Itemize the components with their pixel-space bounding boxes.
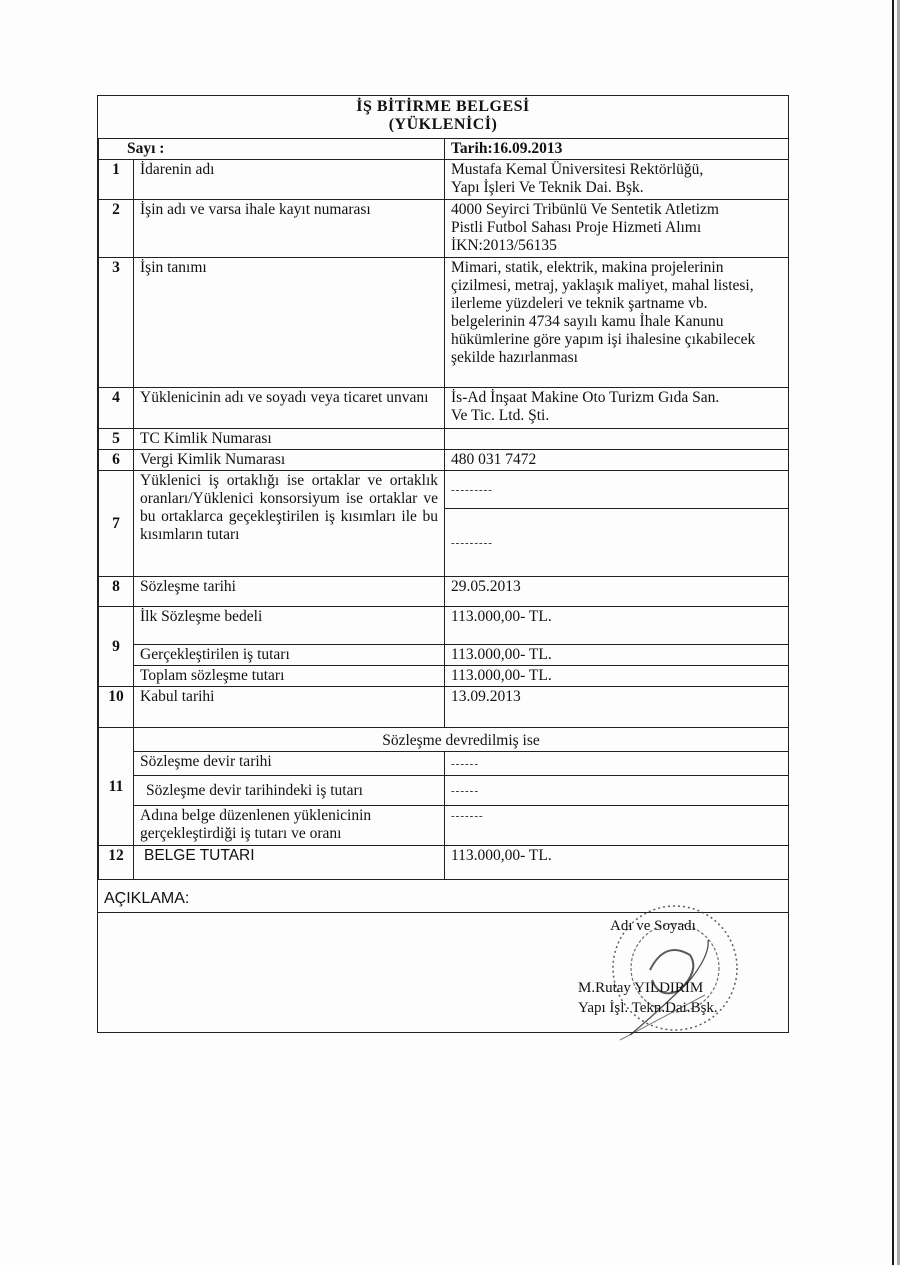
table-row	[99, 687, 789, 728]
row-value: -------	[445, 806, 789, 846]
certificate-table	[98, 138, 789, 880]
row-label: İdarenin adı	[134, 160, 445, 200]
row-label: Sözleşme devir tarihi	[134, 752, 445, 776]
table-row	[99, 776, 789, 806]
row-label: İşin tanımı	[134, 258, 445, 388]
row-value: 113.000,00- TL.	[445, 666, 789, 687]
certificate-form	[97, 95, 789, 1033]
value-line: İs-Ad İnşaat Makine Oto Turizm Gıda San.	[451, 389, 720, 406]
table-row	[99, 160, 789, 200]
form-subtitle: (YÜKLENİCİ)	[388, 116, 498, 133]
row-label: Yüklenicinin adı ve soyadı veya ticaret unvanı	[134, 388, 445, 429]
row-value: ------	[445, 752, 789, 776]
table-row	[99, 200, 789, 258]
signature-heading: Adı ve Soyadı	[610, 918, 696, 934]
row-value: ---------	[445, 471, 789, 509]
row-label: Adına belge düzenlenen yüklenicinin gerçekleştirdiği iş tutarı ve oranı	[134, 806, 445, 846]
row-label: Gerçekleştirilen iş tutarı	[134, 645, 445, 666]
signatory-name: M.Rutay YILDIRIM	[578, 980, 704, 996]
tarih-label: Tarih:16.09.2013	[445, 139, 789, 160]
row-number: 4	[99, 388, 134, 429]
row-label: Vergi Kimlik Numarası	[134, 450, 445, 471]
row-label: Kabul tarihi	[134, 687, 445, 728]
row-number: 9	[99, 607, 134, 687]
row-value: ---------	[445, 509, 789, 577]
row-number: 2	[99, 200, 134, 258]
table-row	[99, 806, 789, 846]
table-row	[99, 752, 789, 776]
row-number: 11	[99, 728, 134, 846]
sayi-label: Sayı :	[99, 139, 445, 160]
row-number: 10	[99, 687, 134, 728]
value-line: Mustafa Kemal Üniversitesi Rektörlüğü,	[451, 161, 704, 178]
table-row	[99, 429, 789, 450]
row-number: 7	[99, 471, 134, 577]
row-value	[445, 388, 789, 429]
row-value: 113.000,00- TL.	[445, 607, 789, 645]
row-number: 1	[99, 160, 134, 200]
row-value: 13.09.2013	[445, 687, 789, 728]
row-number: 6	[99, 450, 134, 471]
row-number: 8	[99, 577, 134, 607]
value-line: 4000 Seyirci Tribünlü Ve Sentetik Atletizm	[451, 201, 719, 218]
form-title: İŞ BİTİRME BELGESİ	[356, 98, 530, 115]
table-row	[99, 450, 789, 471]
row-value: 480 031 7472	[445, 450, 789, 471]
row-label: Toplam sözleşme tutarı	[134, 666, 445, 687]
row-value: 113.000,00- TL.	[445, 846, 789, 880]
row-label: TC Kimlik Numarası	[134, 429, 445, 450]
explanation-label: AÇIKLAMA:	[104, 890, 190, 907]
row-value: 29.05.2013	[445, 577, 789, 607]
table-row	[99, 388, 789, 429]
table-row	[99, 607, 789, 645]
transfer-heading: Sözleşme devredilmiş ise	[134, 728, 789, 752]
row-label: Sözleşme tarihi	[134, 577, 445, 607]
row-value: Mimari, statik, elektrik, makina projelerinin çizilmesi, metraj, yaklaşık maliyet, mahal listesi, ilerleme yüzdeleri ve teknik şartname vb. belgelerinin 4734 sayılı kamu İhale Kanunu hükümlerine göre yapım işi ihalesine çıkabilecek şekilde hazırlanması	[445, 258, 789, 388]
value-line: Yapı İşleri Ve Teknik Dai. Bşk.	[451, 179, 644, 196]
row-label: Yüklenici iş ortaklığı ise ortaklar ve ortaklık oranları/Yüklenici konsorsiyum ise ortaklar ve bu ortaklarca geçekleştirilen iş kısımları ile bu kısımların tutarı	[134, 471, 445, 577]
row-value: ------	[445, 776, 789, 806]
value-line: Ve Tic. Ltd. Şti.	[451, 407, 550, 424]
scan-edge	[892, 0, 894, 1265]
table-row	[99, 139, 789, 160]
value-line: Pistli Futbol Sahası Proje Hizmeti Alımı	[451, 219, 702, 236]
row-label: BELGE TUTARI	[134, 846, 445, 880]
signatory-title: Yapı İşl. Tekn.Dai.Bşk.	[578, 1000, 718, 1016]
row-value	[445, 200, 789, 258]
row-value: 113.000,00- TL.	[445, 645, 789, 666]
value-line: İKN:2013/56135	[451, 237, 557, 254]
row-label: İlk Sözleşme bedeli	[134, 607, 445, 645]
table-row	[99, 258, 789, 388]
table-row	[99, 577, 789, 607]
row-label: İşin adı ve varsa ihale kayıt numarası	[134, 200, 445, 258]
row-label: Sözleşme devir tarihindeki iş tutarı	[134, 776, 445, 806]
table-row	[99, 471, 789, 509]
table-row	[99, 728, 789, 752]
row-value	[445, 160, 789, 200]
table-row	[99, 645, 789, 666]
row-number: 3	[99, 258, 134, 388]
row-number: 5	[99, 429, 134, 450]
form-header	[98, 96, 788, 139]
table-row	[99, 666, 789, 687]
row-number: 12	[99, 846, 134, 880]
row-value	[445, 429, 789, 450]
table-row	[99, 846, 789, 880]
